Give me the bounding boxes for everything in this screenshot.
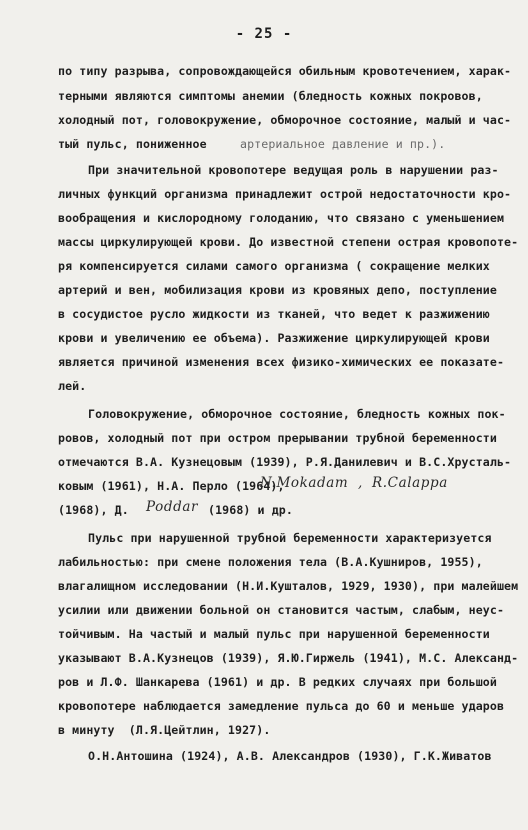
- text-line: по типу разрыва, сопровождающейся обильным кровотечением, харак-: [58, 64, 512, 78]
- text-line: (1968) и др.: [208, 503, 293, 517]
- text-line: лабильностью: при смене положения тела (В.А.Кушниров, 1955),: [58, 555, 483, 569]
- text-line: вообращения и кислородному голоданию, что связано с уменьшением: [58, 211, 505, 225]
- text-line: влагалищном исследовании (Н.И.Кушталов, 1929, 1930), при малейшем: [58, 579, 519, 593]
- handwritten-name: Poddar: [146, 499, 199, 515]
- text-line: При значительной кровопотере ведущая роль в нарушении раз-: [88, 163, 499, 177]
- handwritten-separator: ,: [358, 475, 363, 491]
- text-line: тый пульс, пониженное: [58, 137, 207, 151]
- text-line: лей.: [58, 379, 87, 393]
- text-line: в минуту (Л.Я.Цейтлин, 1927).: [58, 723, 271, 737]
- text-line: ров и Л.Ф. Шанкарева (1961) и др. В редких случаях при большой: [58, 675, 497, 689]
- text-line: является причиной изменения всех физико-химических ее показате-: [58, 355, 505, 369]
- text-line: артерий и вен, мобилизация крови из кровяных депо, поступление: [58, 283, 497, 297]
- text-line: терными являются симптомы анемии (бледность кожных покровов,: [58, 89, 483, 103]
- handwritten-name: N.Mokadam: [260, 475, 349, 491]
- text-line: крови и увеличению ее объема). Разжижение циркулирующей крови: [58, 331, 490, 345]
- text-line: О.Н.Антошина (1924), А.В. Александров (1930), Г.К.Живатов: [88, 749, 492, 763]
- text-line: ря компенсируется силами самого организма ( сокращение мелких: [58, 259, 490, 273]
- text-line: Головокружение, обморочное состояние, бледность кожных пок-: [88, 407, 506, 421]
- page-number: - 25 -: [235, 26, 293, 42]
- faint-text: артериальное давление и пр.).: [240, 137, 446, 151]
- text-line: ровов, холодный пот при остром прерывании трубной беременности: [58, 431, 497, 445]
- text-line: усилии или движении больной он становится частым, слабым, неус-: [58, 603, 505, 617]
- text-line: ковым (1961), Н.А. Перло (1964),: [58, 479, 285, 493]
- text-line: личных функций организма принадлежит острой недостаточности кро-: [58, 187, 512, 201]
- text-line: (1968), Д.: [58, 503, 129, 517]
- text-line: в сосудистое русло жидкости из тканей, что ведет к разжижению: [58, 307, 490, 321]
- text-line: тойчивым. На частый и малый пульс при нарушенной беременности: [58, 627, 490, 641]
- text-line: массы циркулирующей крови. До известной степени острая кровопоте-: [58, 235, 519, 249]
- text-line: кровопотере наблюдается замедление пульса до 60 и меньше ударов: [58, 699, 505, 713]
- handwritten-name: R.Calappa: [372, 475, 448, 491]
- text-line: отмечаются В.А. Кузнецовым (1939), Р.Я.Данилевич и В.С.Хрусталь-: [58, 455, 512, 469]
- text-line: указывают В.А.Кузнецов (1939), Я.Ю.Гиржель (1941), М.С. Александ-: [58, 651, 519, 665]
- text-line: холодный пот, головокружение, обморочное состояние, малый и час-: [58, 113, 512, 127]
- text-line: Пульс при нарушенной трубной беременности характеризуется: [88, 531, 492, 545]
